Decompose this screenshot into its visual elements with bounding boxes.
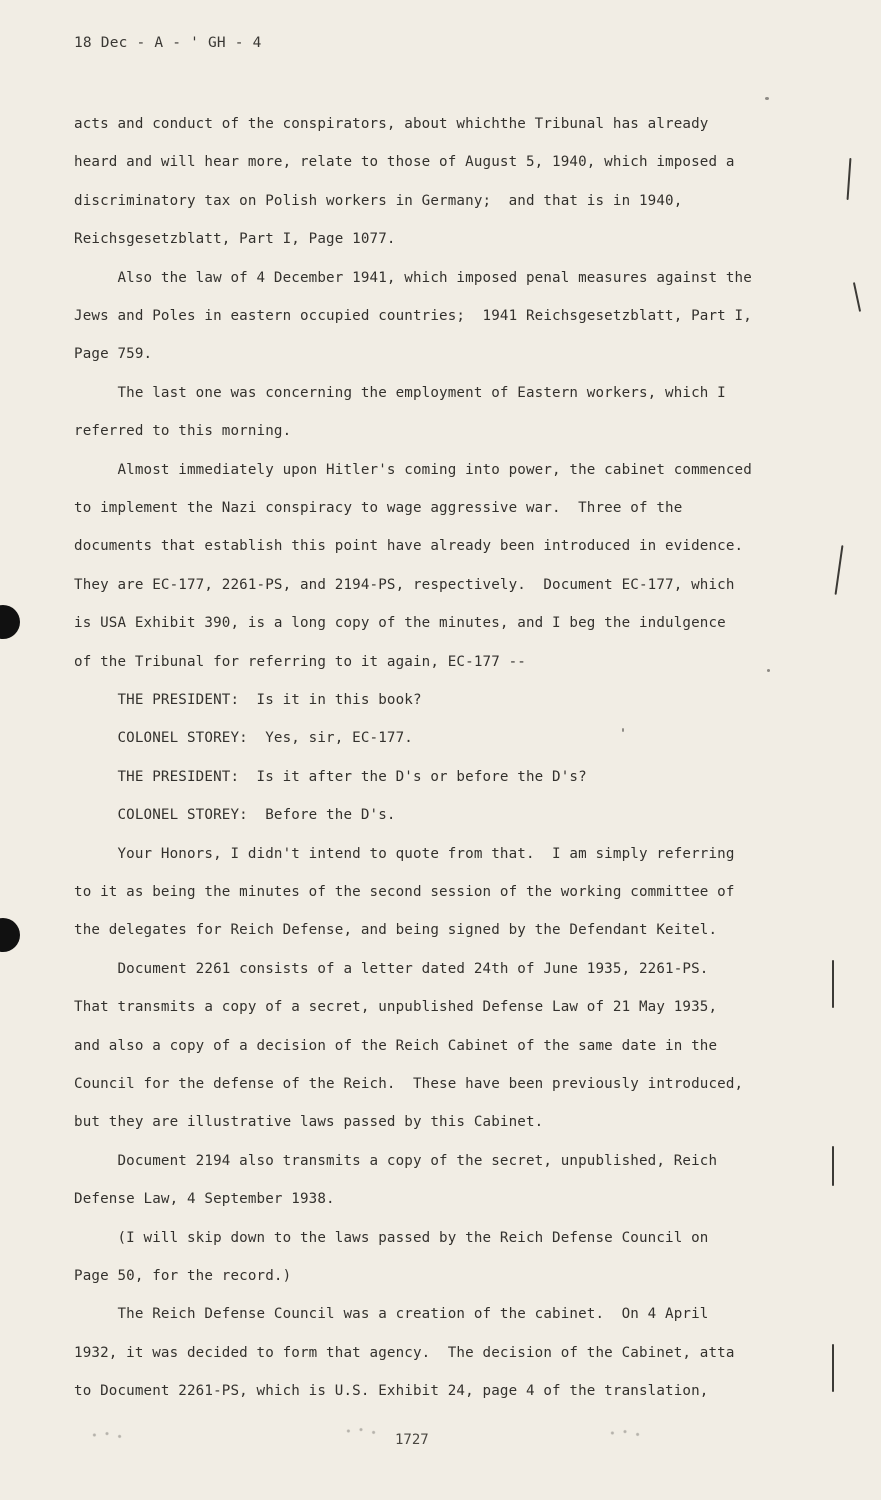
paper-speck: [765, 97, 769, 100]
text-line: Document 2261 consists of a letter dated 24th of June 1935, 2261-PS.: [74, 960, 709, 977]
text-line: documents that establish this point have already been introduced in evidence.: [74, 538, 744, 555]
text-line: discriminatory tax on Polish workers in Germany; and that is in 1940,: [74, 192, 683, 209]
margin-mark: [847, 158, 852, 200]
text-line: That transmits a copy of a secret, unpublished Defense Law of 21 May 1935,: [74, 999, 718, 1016]
text-line: Page 50, for the record.): [74, 1268, 292, 1284]
paper-smudge: [604, 1426, 646, 1440]
text-line: 1932, it was decided to form that agency. The decision of the Cabinet, atta: [74, 1344, 735, 1361]
page-number: 1727: [395, 1432, 429, 1448]
text-line: Also the law of 4 December 1941, which imposed penal measures against the: [74, 269, 752, 286]
text-line: to it as being the minutes of the second session of the working committee of: [74, 884, 735, 900]
margin-mark: [835, 545, 844, 595]
text-line: COLONEL STOREY: Yes, sir, EC-177.: [74, 730, 413, 747]
text-line: and also a copy of a decision of the Reich Cabinet of the same date in the: [74, 1037, 718, 1054]
text-line: THE PRESIDENT: Is it in this book?: [74, 692, 422, 708]
paper-smudge: [86, 1428, 128, 1442]
text-line: the delegates for Reich Defense, and being signed by the Defendant Keitel.: [74, 922, 718, 939]
text-line: to Document 2261-PS, which is U.S. Exhibit 24, page 4 of the translation,: [74, 1383, 709, 1400]
text-line: but they are illustrative laws passed by this Cabinet.: [74, 1114, 544, 1131]
text-line: The Reich Defense Council was a creation of the cabinet. On 4 April: [74, 1306, 709, 1323]
text-line: of the Tribunal for referring to it again, EC-177 --: [74, 653, 526, 670]
text-line: acts and conduct of the conspirators, about whichthe Tribunal has already: [74, 116, 709, 132]
margin-mark: [853, 282, 861, 312]
paper-speck: [767, 669, 770, 672]
text-line: Defense Law, 4 September 1938.: [74, 1191, 335, 1208]
page-header: 18 Dec - A - ' GH - 4: [74, 35, 262, 51]
text-line: Almost immediately upon Hitler's coming into power, the cabinet commenced: [74, 461, 752, 478]
text-line: Your Honors, I didn't intend to quote from that. I am simply referring: [74, 845, 735, 862]
punch-hole-top: [0, 605, 20, 639]
text-line: Document 2194 also transmits a copy of the secret, unpublished, Reich: [74, 1152, 718, 1169]
paper-smudge: [340, 1424, 382, 1438]
text-line: Page 759.: [74, 346, 153, 363]
text-line: COLONEL STOREY: Before the D's.: [74, 807, 396, 824]
margin-mark: [832, 1146, 834, 1186]
text-line: THE PRESIDENT: Is it after the D's or before the D's?: [74, 768, 587, 785]
text-line: They are EC-177, 2261-PS, and 2194-PS, respectively. Document EC-177, which: [74, 576, 735, 593]
margin-mark: [832, 1344, 834, 1392]
text-line: Reichsgesetzblatt, Part I, Page 1077.: [74, 231, 396, 248]
text-line: Jews and Poles in eastern occupied countries; 1941 Reichsgesetzblatt, Part I,: [74, 308, 752, 324]
text-line: (I will skip down to the laws passed by the Reich Defense Council on: [74, 1229, 709, 1246]
paper-speck: [622, 728, 624, 732]
text-line: heard and will hear more, relate to those of August 5, 1940, which imposed a: [74, 154, 735, 171]
punch-hole-bottom: [0, 918, 20, 952]
text-line: The last one was concerning the employment of Eastern workers, which I: [74, 384, 726, 401]
text-line: Council for the defense of the Reich. These have been previously introduced,: [74, 1076, 744, 1092]
margin-mark: [832, 960, 834, 1008]
text-line: is USA Exhibit 390, is a long copy of the minutes, and I beg the indulgence: [74, 615, 726, 632]
text-line: referred to this morning.: [74, 423, 292, 440]
text-line: to implement the Nazi conspiracy to wage aggressive war. Three of the: [74, 500, 683, 516]
